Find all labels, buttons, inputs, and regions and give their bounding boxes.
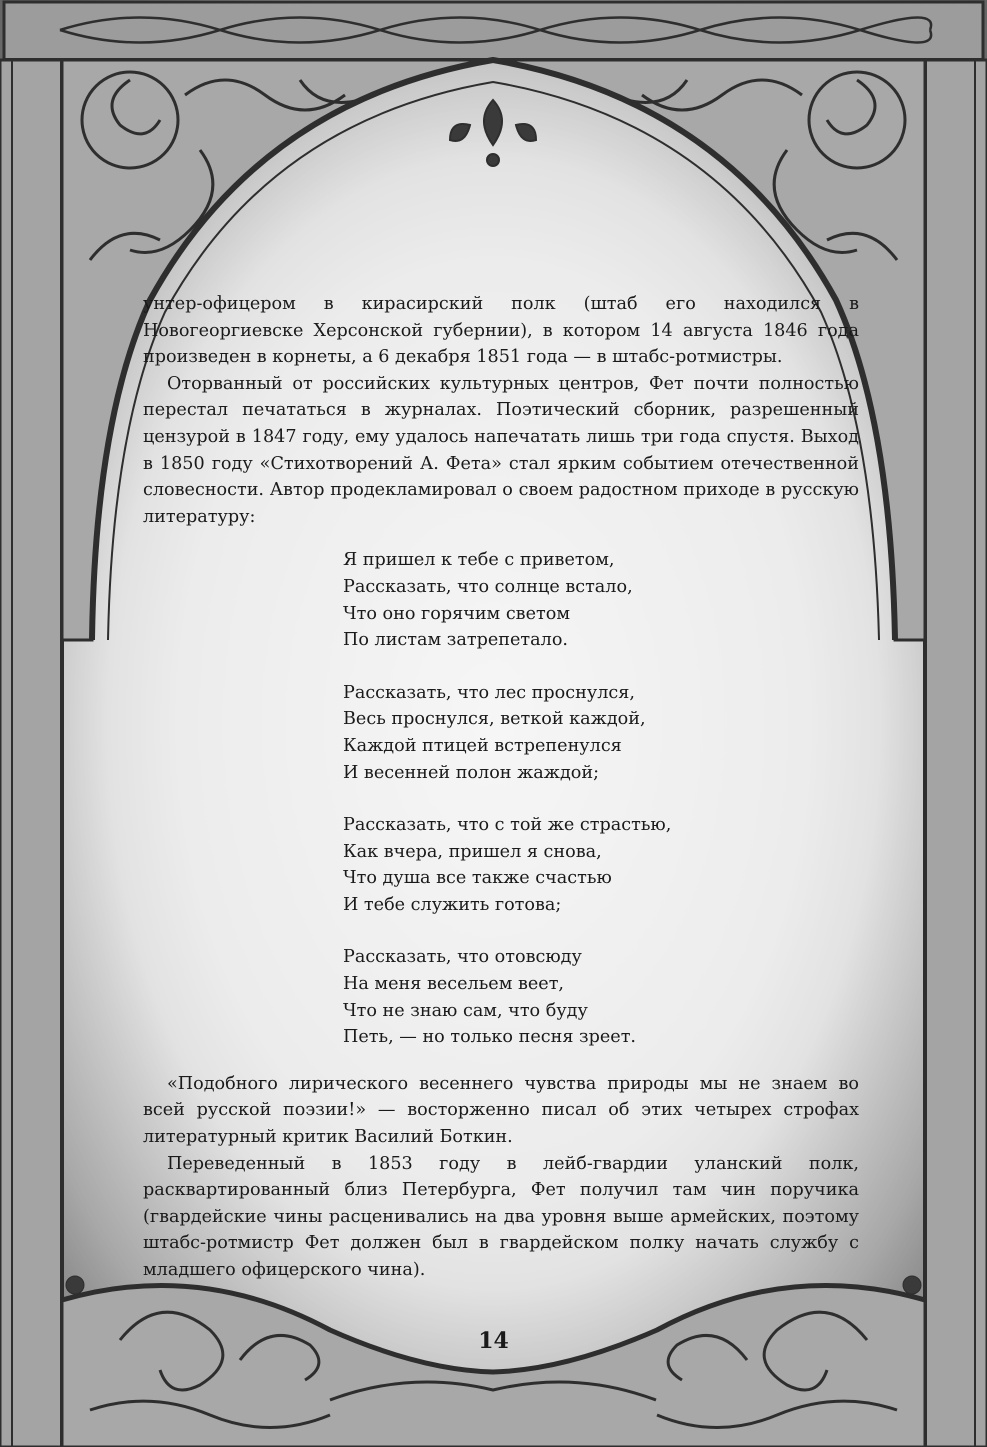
poem-stanza xyxy=(343,944,859,1050)
paragraph: Переведенный в 1853 году в лейб-гвардии уланский полк, расквартированный близ Петербурга, Фет получил там чин поручика (гвардейские чины расценивались на два уровня выше армейских, поэтому штабс-ротмистр Фет должен был в гвардейском полку начать службу с младшего офицерского чина). xyxy=(143,1153,859,1280)
poem-line: Что не знаю сам, что буду xyxy=(343,1000,588,1021)
poem-line: По листам затрепетало. xyxy=(343,630,568,651)
page-body xyxy=(143,291,859,1284)
poem-line: Как вчера, пришел я снова, xyxy=(343,841,602,862)
top-border xyxy=(4,2,983,60)
poem-stanza xyxy=(343,547,859,653)
poem-line: Что оно горячим светом xyxy=(343,603,571,624)
poem-stanza xyxy=(343,680,859,786)
poem-line: Что душа все также счастью xyxy=(343,868,612,889)
poem-line: Весь проснулся, веткой каждой, xyxy=(343,709,646,730)
poem-line: Рассказать, что лес проснулся, xyxy=(343,682,635,703)
poem-line: Петь, — но только песня зреет. xyxy=(343,1027,637,1048)
poem-line: Я пришел к тебе с приветом, xyxy=(343,550,615,571)
poem xyxy=(343,547,859,1051)
paragraph: Оторванный от российских культурных центров, Фет почти полностью перестал печататься в журналах. Поэтический сборник, разрешенный цензурой в 1847 году, ему удалось напечатать лишь три года спустя. Выход в 1850 году «Стихотворений А. Фета» стал ярким событием отечественной словесности. Автор продекламировал о своем радостном приходе в русскую литературу: xyxy=(143,373,859,527)
right-column xyxy=(925,60,987,1447)
poem-line: Рассказать, что солнце встало, xyxy=(343,576,633,597)
poem-line: И весенней полон жаждой; xyxy=(343,762,600,783)
poem-stanza xyxy=(343,812,859,918)
poem-line: Каждой птицей встрепенулся xyxy=(343,735,622,756)
paragraph: унтер-офицером в кирасирский полк (штаб его находился в Новогеоргиевске Херсонской губернии), в котором 14 августа 1846 года произведен в корнеты, а 6 декабря 1851 года — в штабс-ротмистры. xyxy=(143,294,859,368)
paragraph: «Подобного лирического весеннего чувства природы мы не знаем во всей русской поэзии!» — восторженно писал об этих четырех строфах литературный критик Василий Боткин. xyxy=(143,1073,859,1148)
poem-line: На меня весельем веет, xyxy=(343,974,565,995)
poem-line: Рассказать, что отовсюду xyxy=(343,947,582,968)
left-column xyxy=(0,60,62,1447)
page-number: 14 xyxy=(478,1328,509,1354)
poem-line: И тебе служить готова; xyxy=(343,894,562,915)
poem-line: Рассказать, что с той же страстью, xyxy=(343,815,672,836)
